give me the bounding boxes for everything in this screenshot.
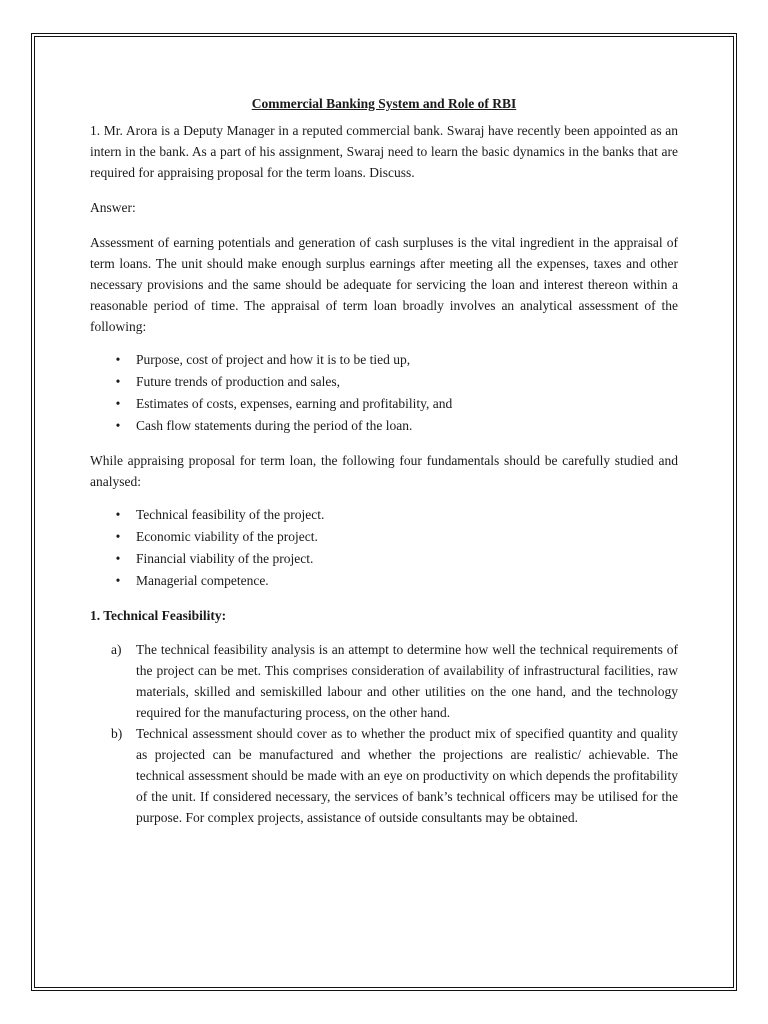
bullet-item <box>115 393 678 414</box>
document-title: Commercial Banking System and Role of RBI <box>251 96 517 111</box>
bullet-icon: • <box>115 529 121 544</box>
list-item-text: The technical feasibility analysis is an attempt to determine how well the technical requirements of the project can be met. This comprises consideration of availability of infrastructural facilities, raw materials, skilled and semiskilled labour and other utilities on the one hand, and the technology required for the manufacturing process, on the other hand. <box>136 642 678 720</box>
fundamentals-paragraph: While appraising proposal for term loan, the following four fundamentals should be carefully studied and analysed: <box>90 453 678 489</box>
bullet-icon: • <box>115 396 121 411</box>
bullet-text: Economic viability of the project. <box>136 529 318 544</box>
bullet-item <box>115 570 678 591</box>
bullet-item <box>115 504 678 525</box>
section-heading: 1. Technical Feasibility: <box>90 608 227 623</box>
list-item-text: Technical assessment should cover as to whether the product mix of specified quantity and quality as projected can be manufactured and whether the projections are realistic/ achievable. The technical assessment should be made with an eye on productivity on which depends the profitability of the unit. If considered necessary, the services of bank’s technical officers may be utilised for the purpose. For complex projects, assistance of outside consultants may be obtained. <box>136 726 678 825</box>
appraisal-bullet-list <box>90 349 678 436</box>
bullet-text: Managerial competence. <box>136 573 269 588</box>
bullet-item <box>115 526 678 547</box>
answer-label: Answer: <box>90 200 136 215</box>
bullet-text: Technical feasibility of the project. <box>136 507 325 522</box>
technical-feasibility-list <box>90 639 678 828</box>
list-marker: b) <box>111 726 123 741</box>
bullet-text: Purpose, cost of project and how it is to be tied up, <box>136 352 411 367</box>
bullet-icon: • <box>115 374 121 389</box>
bullet-icon: • <box>115 573 121 588</box>
bullet-icon: • <box>115 507 121 522</box>
list-marker: a) <box>111 642 122 657</box>
fundamentals-bullet-list <box>90 504 678 591</box>
document-body <box>90 93 678 828</box>
bullet-text: Estimates of costs, expenses, earning and profitability, and <box>136 396 453 411</box>
question-paragraph: 1. Mr. Arora is a Deputy Manager in a reputed commercial bank. Swaraj have recently been appointed as an intern in the bank. As a part of his assignment, Swaraj need to learn the basic dynamics in the banks that are required for appraising proposal for the term loans. Discuss. <box>90 123 678 180</box>
list-item <box>111 639 678 723</box>
bullet-text: Financial viability of the project. <box>136 551 314 566</box>
bullet-text: Future trends of production and sales, <box>136 374 340 389</box>
bullet-item <box>115 415 678 436</box>
bullet-item <box>115 548 678 569</box>
bullet-icon: • <box>115 352 121 367</box>
bullet-icon: • <box>115 418 121 433</box>
bullet-item <box>115 349 678 370</box>
bullet-item <box>115 371 678 392</box>
bullet-icon: • <box>115 551 121 566</box>
list-item <box>111 723 678 828</box>
appraisal-paragraph: Assessment of earning potentials and generation of cash surpluses is the vital ingredient in the appraisal of term loans. The unit should make enough surplus earnings after meeting all the expenses, taxes and other necessary provisions and the same should be adequate for servicing the loan and interest thereon within a reasonable period of time. The appraisal of term loan broadly involves an analytical assessment of the following: <box>90 235 678 334</box>
bullet-text: Cash flow statements during the period of the loan. <box>136 418 413 433</box>
